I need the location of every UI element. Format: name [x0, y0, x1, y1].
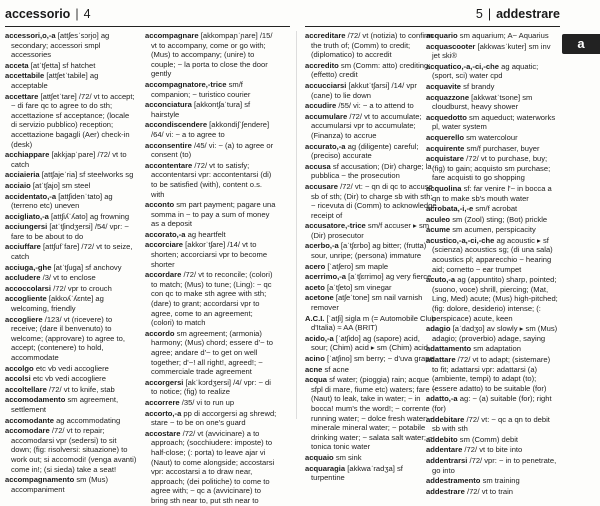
dictionary-entry — [145, 120, 277, 139]
entry-definition: [attʃajeˈria] sf steelworks sg — [41, 170, 134, 180]
dictionary-entry — [426, 415, 558, 434]
column-3 — [305, 31, 437, 483]
entry-definition: [attʃetˈtabile] ag acceptable — [11, 71, 99, 90]
entry-headword: acustico,-a,-ci,-che — [426, 235, 495, 245]
entry-headword: accoccolarsi — [5, 283, 52, 293]
entry-definition: sf acne — [324, 364, 349, 374]
entry-definition: sf: far venire l'~ in bocca a qn to make sb's mouth water — [432, 183, 552, 203]
entry-headword: acerrimo,-a — [305, 272, 346, 282]
entry-definition: sm training — [482, 476, 520, 486]
entry-headword: acquolina — [426, 183, 462, 193]
entry-definition: [akkorˈtʃare] /14/ vt to shorten; accorciarsi vpr to become shorter — [151, 240, 268, 269]
dictionary-entry — [145, 230, 277, 240]
dictionary-entry — [305, 112, 437, 141]
entry-headword: accettare — [5, 91, 39, 101]
dictionary-entry — [305, 283, 437, 293]
entry-definition: sf water; (pioggia) rain; acque sfpl di mare, fiume etc) waters; fare ~ (Naut) to leak, take in water; ~ in bocca! mum's the word!; ~ corrente running water; ~ dolce fresh water; ~ minerale mineral water; ~ potabile drinking water; ~ salata salt water; ~ tonica tonic water — [311, 375, 437, 452]
entry-definition: pp di accorgersi ag shrewd; stare ~ to be on one's guard — [151, 408, 277, 428]
entry-definition: sm aqueduct; waterworks pl, water system — [432, 112, 556, 132]
entry-definition: [akˈkɔrdʒersi] /4/ vpr: ~ di to notice; (fig) to realize — [151, 377, 271, 397]
dictionary-entry — [426, 113, 558, 132]
dictionary-entry — [426, 184, 558, 203]
entry-definition: /72/ vt: ~ qc a qn to debit sb with sth — [432, 414, 550, 434]
entry-definition: ag acoustic ▸ sf (scienza) acoustics sg; (di una sala) acoustics pl; apparecchio ~ hearing aid; cornetto ~ ear trumpet — [432, 235, 553, 274]
dictionary-entry — [426, 82, 558, 92]
right-separator: | — [487, 7, 492, 21]
right-running-head — [476, 7, 560, 21]
entry-definition: [ˈatʃido] ag (sapore) acid, sour; (Chim) acid ▸ sm (Chim) acid — [311, 333, 428, 353]
entry-headword: addentare — [426, 445, 463, 455]
entry-headword: acquazzone — [426, 92, 470, 102]
entry-headword: accettabile — [5, 71, 45, 81]
entry-definition: /72/ vt to repair; accomodarsi vpr (sedersi) to sit down; (fig: risolversi: situazione) to work out; si accomodi! (venga avanti) come in!; (si sieda) take a seat! — [11, 426, 137, 474]
entry-headword: accorciare — [145, 240, 183, 250]
dictionary-entry — [426, 225, 558, 235]
dictionary-entry — [5, 374, 137, 384]
entry-definition: sm aquarium; A~ Aquarius — [459, 31, 549, 40]
entry-headword: acero — [305, 261, 326, 271]
entry-headword: adagio — [426, 324, 451, 334]
entry-headword: acconto — [145, 200, 175, 210]
dictionary-entry — [426, 204, 558, 214]
entry-definition: [akkwaˈradʒa] sf turpentine — [311, 463, 403, 483]
dictionary-entry — [145, 409, 277, 428]
entry-definition: sm/f accuser ▸ sm (Dir) prosecutor — [311, 221, 430, 240]
entry-headword: accogliente — [5, 294, 47, 304]
entry-definition: sm adaptation — [473, 344, 521, 354]
dictionary-entry — [426, 215, 558, 225]
entry-definition: [aˈdadʒo] av slowly ▸ sm (Mus) adagio; (proverbio) adage, saying — [432, 324, 558, 343]
entry-headword: accusatore,-trice — [305, 221, 366, 231]
entry-headword: accumulare — [305, 111, 348, 121]
entry-definition: /72/ vt to purchase, buy; (fig) to gain; acquisto sm purchase; fare acquisti to go shopping — [432, 154, 551, 183]
dictionary-entry — [305, 162, 437, 181]
dictionary-entry — [5, 273, 137, 283]
dictionary-entry — [305, 453, 437, 463]
entry-headword: acconsentire — [145, 140, 192, 150]
dictionary-entry — [426, 324, 558, 343]
dictionary-entry — [5, 395, 137, 414]
dictionary-entry — [426, 445, 558, 455]
dictionary-entry — [426, 275, 558, 323]
entry-headword: acquerello — [426, 132, 464, 142]
entry-headword: accoltellare — [5, 384, 47, 394]
entry-headword: acciungersi — [5, 222, 48, 232]
dictionary-entry — [426, 476, 558, 486]
entry-definition: /72/ vt (avvicinare) a to approach; (socchiudere: imposte) to half-close; (: porta) to leave ajar vi (Naut) to come alongside; accostarsi vpr: accostarsi a to draw near, approach; (dei politiche) to come to agree with; ~ qc a (avvicinare) to bring sth near to, put sth near to — [151, 428, 275, 505]
dictionary-entry — [5, 263, 137, 273]
entry-definition: /72/ vt to bite into — [464, 445, 523, 455]
entry-definition: [akkwatˈtsone] sm cloudburst, heavy shower — [432, 92, 533, 112]
dictionary-entry — [426, 236, 558, 274]
entry-definition: [attʃufˈfare] /72/ vt to seize, catch — [11, 242, 133, 262]
entry-definition: /72/ vt: ~ qn di qc to accuse sb of sth; (Dir) to charge sb with sth; ~ ricevuta di (Comm) to acknowledge receipt of — [311, 181, 437, 220]
entry-headword: accomodante — [5, 415, 54, 425]
entry-headword: aculeo — [426, 214, 451, 224]
dictionary-entry — [426, 344, 558, 354]
entry-headword: accusa — [305, 161, 331, 171]
entry-definition: [aˈtʃeto] sm vinegar — [326, 282, 392, 292]
entry-definition: sf accusation; (Dir) charge; la pubblica ~ the prosecution — [311, 161, 432, 181]
dictionary-entry — [305, 101, 437, 111]
entry-headword: accessori,o,-a — [5, 31, 56, 40]
entry-headword: acchiappare — [5, 150, 50, 160]
right-page-number: 5 — [475, 7, 483, 21]
entry-definition: sm (Zool) sting; (Bot) prickle — [452, 214, 548, 224]
entry-definition: sm sink — [335, 452, 362, 462]
dictionary-entry — [426, 42, 558, 61]
dictionary-entry — [305, 365, 437, 375]
dictionary-entry — [5, 71, 137, 90]
entry-headword: accompagnamento — [5, 475, 75, 485]
entry-headword: acume — [426, 225, 451, 235]
entry-definition: /45/ vi: ~ (a) to agree or consent (to) — [151, 140, 274, 160]
entry-definition: [akkompaɲˈɲare] /15/ vt to accompany, come or go with; (Mus) to accompany; (unire) to couple; ~ la porta to close the door gently — [151, 31, 273, 79]
dictionary-entry — [5, 192, 137, 211]
entry-headword: accorgersi — [145, 377, 184, 387]
dictionary-entry — [145, 429, 277, 506]
entry-headword: addebito — [426, 434, 458, 444]
entry-definition: sm agreement; (armonia) harmony; (Mus) chord; essere d'~ to agree; andare d'~ to get on well together; d'~! all right!, agreed!; ~ commerciale trade agreement — [151, 328, 273, 377]
dictionary-entry — [426, 355, 558, 393]
page-header — [0, 0, 600, 28]
dictionary-entry — [5, 294, 137, 313]
entry-headword: accompagnare — [145, 31, 199, 40]
entry-definition: [atˈtʃindʒersi] /54/ vpr: ~ fare to be about to do — [11, 222, 129, 241]
entry-headword: acquavite — [426, 81, 462, 91]
dictionary-entry — [145, 378, 277, 397]
entry-headword: accostare — [145, 428, 181, 438]
entry-definition: /72/ vt to reconcile; (colori) to match; (Mus) to tune; (Ling): ~ qc con qc to make sth agree with sth; (dare) to grant; accordarsi vpr to agree, come to an agreement; (colori) to match — [151, 270, 273, 328]
entry-headword: accolgo — [5, 363, 34, 373]
entry-definition: [ˈatʃi] sigla m (= Automobile Club d'Italia) ≈ AA (BRIT) — [311, 313, 436, 333]
entry-headword: accorato,-a — [145, 229, 186, 239]
entry-headword: acne — [305, 364, 323, 374]
dictionary-entry — [5, 61, 137, 71]
dictionary-entry — [426, 154, 558, 183]
entry-definition: [atˈtʃajo] sm steel — [32, 180, 91, 190]
entry-headword: addentrarsi — [426, 455, 468, 465]
dictionary-entry — [426, 456, 558, 475]
dictionary-entry — [145, 398, 277, 408]
entry-definition: sf brandy — [463, 81, 495, 91]
dictionary-entry — [426, 144, 558, 154]
right-header-rule — [305, 26, 560, 27]
entry-definition: /72/ vpr to crouch — [53, 283, 112, 293]
entry-headword: addestrare — [426, 486, 465, 496]
entry-headword: acquaragia — [305, 463, 346, 473]
left-separator: | — [75, 7, 79, 21]
dictionary-entry — [5, 416, 137, 426]
entry-definition: [aˈtʃɛrrimo] ag very fierce — [348, 272, 432, 282]
entry-headword: acceta — [5, 60, 29, 70]
entry-definition: /72/ vt to accumulate; accumularsi vpr to accumulate; (Finanza) to accrue — [311, 111, 422, 140]
dictionary-entry — [145, 270, 277, 328]
entry-headword: accogliere — [5, 314, 43, 324]
entry-headword: A.C.I. — [305, 313, 325, 323]
dictionary-entry — [426, 394, 558, 413]
entry-headword: aceto — [305, 282, 325, 292]
dictionary-entry — [145, 100, 277, 119]
entry-definition: sm (Comm: atto) crediting; (effetto) credit — [311, 60, 431, 80]
entry-definition: [ˈatʃino] sm berry; ~ d'uva grape — [326, 354, 434, 363]
entry-definition: sm/f purchaser, buyer — [466, 143, 540, 153]
dictionary-entry — [305, 464, 437, 483]
dictionary-entry — [145, 80, 277, 99]
left-header-rule — [5, 26, 290, 27]
dictionary-entry — [145, 200, 277, 229]
entry-definition: ag accommodating — [56, 415, 121, 425]
dictionary-entry — [426, 487, 558, 497]
entry-definition: [akkoʎˈʎɛnte] ag welcoming, friendly — [11, 294, 104, 314]
entry-headword: accorrere — [145, 397, 180, 407]
entry-definition: [attʃiʎˈʎato] ag frowning — [51, 211, 130, 221]
entry-definition: [atˈtʃetta] sf hatchet — [30, 60, 96, 70]
entry-definition: sm (Mus) accompaniment — [11, 475, 108, 494]
entry-headword: acquaio — [305, 452, 334, 462]
entry-headword: acquatico,-a,-ci,-che — [426, 61, 500, 71]
entry-headword: acciuga,-ghe — [5, 262, 52, 272]
entry-definition: etc vb vedi accogliere — [35, 363, 109, 373]
entry-headword: accidentato,-a — [5, 191, 57, 201]
dictionary-entry — [5, 385, 137, 395]
entry-headword: accontentare — [145, 160, 193, 170]
dictionary-entry — [5, 242, 137, 261]
entry-headword: accudire — [305, 101, 337, 111]
entry-headword: accucciarsi — [305, 80, 347, 90]
left-page-number: 4 — [83, 7, 91, 21]
dictionary-columns — [5, 31, 558, 505]
dictionary-entry — [305, 241, 437, 260]
column-1 — [5, 31, 137, 494]
entry-definition: sm part payment; pagare una somma in ~ to pay a sum of money as a deposit — [151, 200, 276, 229]
dictionary-entry — [426, 435, 558, 445]
entry-headword: acerbo,-a — [305, 241, 339, 251]
column-4 — [426, 31, 558, 496]
entry-definition: [attʃesˈsɔrjo] ag secondary; accessori smpl accessories — [11, 31, 110, 60]
dictionary-entry — [305, 81, 437, 100]
left-running-head — [5, 7, 91, 21]
dictionary-entry — [145, 31, 277, 79]
entry-definition: [akkontʃaˈtura] sf hairstyle — [151, 100, 251, 119]
entry-definition: [attʃidenˈtato] ag (terreno etc) uneven — [11, 191, 113, 211]
entry-headword: acqua — [305, 375, 327, 385]
entry-definition: ag (diligente) careful; (preciso) accurate — [311, 141, 419, 161]
entry-definition: /3/ vt to enclose — [42, 273, 96, 283]
entry-definition: /72/ vt to adapt; (sistemare) to fit; adattarsi vpr: adattarsi (a) (ambiente, tempi) to adapt (to); (essere adatto) to be suitable (for) — [432, 355, 551, 393]
entry-definition: /72/ vt (notizia) to confirm the truth of; (Comm) to credit; (diplomatico) to accredit — [311, 31, 433, 60]
entry-headword: accurato,-a — [305, 141, 346, 151]
dictionary-entry — [5, 222, 137, 241]
entry-headword: accusare — [305, 181, 338, 191]
entry-headword: accolsi — [5, 374, 31, 384]
entry-definition: [akkondiʃˈʃendere] /64/ vi: ~ a to agree to — [151, 120, 270, 139]
entry-definition: [atˈtʃuga] sf anchovy — [53, 262, 122, 272]
entry-headword: acetone — [305, 293, 334, 303]
dictionary-entry — [305, 375, 437, 452]
left-guide-word: accessorio — [5, 7, 71, 21]
dictionary-entry — [5, 170, 137, 180]
entry-headword: acino — [305, 354, 325, 363]
entry-definition: /55/ vi: ~ a to attend to — [338, 101, 414, 111]
entry-headword: accordo — [145, 328, 175, 338]
entry-definition: [attʃetˈtare] /72/ vt to accept; ~ di fare qc to agree to do sth; accettazione sf acceptance; (locale di servizio pubblico) reception; accettazione bagagli (Aer) check-in (desk) — [11, 91, 135, 149]
dictionary-entry — [305, 272, 437, 282]
dictionary-entry — [5, 426, 137, 474]
entry-headword: acciaio — [5, 180, 31, 190]
dictionary-entry — [305, 314, 437, 333]
dictionary-entry — [305, 334, 437, 353]
dictionary-entry — [305, 293, 437, 312]
entry-headword: accredito — [305, 60, 339, 70]
dictionary-entry — [305, 182, 437, 220]
entry-headword: accondiscendere — [145, 120, 208, 130]
entry-headword: acquascooter — [426, 41, 476, 51]
entry-definition: [ˈatʃero] sm maple — [327, 261, 389, 271]
dictionary-entry — [426, 133, 558, 143]
entry-definition: /72/ vt to train — [466, 486, 513, 496]
entry-headword: accorto,-a — [145, 408, 182, 418]
entry-headword: accreditare — [305, 31, 346, 40]
entry-headword: acciuffare — [5, 242, 41, 252]
entry-headword: acconciatura — [145, 100, 192, 110]
column-2 — [145, 31, 277, 505]
entry-definition: [akkjapˈpare] /72/ vt to catch — [11, 150, 127, 169]
entry-definition: sm acumen, perspicacity — [452, 225, 536, 235]
entry-headword: accludere — [5, 273, 41, 283]
entry-headword: accigliato,-a — [5, 211, 49, 221]
thumb-index-tab[interactable]: a — [562, 34, 600, 54]
entry-headword: acciaieria — [5, 170, 40, 180]
dictionary-entry — [145, 240, 277, 269]
dictionary-entry — [5, 150, 137, 169]
dictionary-entry — [145, 329, 277, 377]
dictionary-entry — [305, 31, 437, 60]
dictionary-entry — [305, 61, 437, 80]
entry-headword: acquedotto — [426, 112, 467, 122]
entry-headword: acquistare — [426, 154, 464, 164]
dictionary-entry — [5, 212, 137, 222]
entry-definition: /35/ vi to run up — [181, 397, 235, 407]
entry-headword: adatto,-a — [426, 394, 458, 404]
entry-definition: [akkwasˈkuter] sm inv jet ski® — [432, 41, 551, 61]
entry-definition: sm watercolour — [466, 132, 518, 142]
dictionary-entry — [5, 315, 137, 363]
entry-headword: accordare — [145, 270, 182, 280]
entry-headword: acuto,-a — [426, 275, 456, 285]
entry-headword: accomodamento — [5, 395, 66, 405]
dictionary-entry — [5, 284, 137, 294]
entry-definition: /72/ vpr: ~ in to penetrate, go into — [432, 455, 557, 475]
dictionary-entry — [305, 221, 437, 240]
dictionary-entry — [305, 262, 437, 272]
entry-definition: sm/f acrobat — [475, 204, 518, 214]
entry-headword: accompagnatore,-trice — [145, 79, 227, 89]
entry-definition: ag heartfelt — [187, 229, 226, 239]
right-guide-word: addestrare — [496, 7, 560, 21]
entry-headword: acquario — [426, 31, 458, 40]
entry-definition: /123/ vt (ricevere) to receive; (dare il benvenuto) to welcome; (approvare) to agree to, accept; (contenere) to hold, accommodate — [11, 314, 125, 362]
entry-definition: etc vb vedi accogliere — [32, 374, 106, 384]
entry-headword: acido,-a — [305, 333, 334, 343]
entry-definition: [atʃeˈtone] sm nail varnish remover — [311, 293, 423, 313]
entry-definition: sm agreement, settlement — [11, 395, 119, 414]
dictionary-entry — [145, 141, 277, 160]
dictionary-entry — [426, 93, 558, 112]
entry-definition: [aˈtʃɛrbo] ag bitter; (frutta) sour, unripe; (persona) immature — [311, 241, 427, 261]
entry-definition: sm (Comm) debit — [459, 434, 518, 444]
dictionary-entry — [5, 364, 137, 374]
dictionary-entry — [5, 181, 137, 191]
entry-headword: acrobata,-i,-e — [426, 204, 474, 214]
entry-definition: ag aquatic; (sport, sci) water cpd — [432, 61, 539, 81]
dictionary-entry — [145, 161, 277, 199]
dictionary-entry — [5, 31, 137, 60]
entry-headword: addestramento — [426, 476, 481, 486]
entry-headword: accomodare — [5, 426, 50, 436]
dictionary-entry — [426, 31, 558, 41]
entry-definition: ag: ~ (a) suitable (for); right (for) — [432, 394, 552, 413]
entry-definition: ag (appuntito) sharp, pointed; (suono, voce) shrill, piercing; (Mat, Ling, Med) acute; (Mus) high-pitched; (fig: dolore, desiderio) intense; (: perspicace) acute, keen — [432, 275, 558, 323]
entry-headword: adattare — [426, 355, 456, 364]
entry-definition: /72/ vt to knife, stab — [48, 384, 115, 394]
entry-headword: adattamento — [426, 344, 472, 354]
entry-definition: /72/ vt to satisfy; accontentarsi vpr: accontentarsi (di) to be satisfied (with), content o.s. with — [151, 160, 272, 199]
dictionary-entry — [305, 354, 437, 364]
dictionary-entry — [5, 475, 137, 494]
dictionary-entry — [426, 62, 558, 81]
dictionary-entry — [5, 92, 137, 150]
entry-definition: [akkutˈtʃarsi] /14/ vpr (cane) to lie down — [311, 80, 417, 100]
dictionary-entry — [305, 142, 437, 161]
entry-headword: addebitare — [426, 414, 465, 424]
entry-definition: sm/f companion; ~ turistico courier — [151, 79, 251, 99]
entry-headword: acquirente — [426, 143, 465, 153]
